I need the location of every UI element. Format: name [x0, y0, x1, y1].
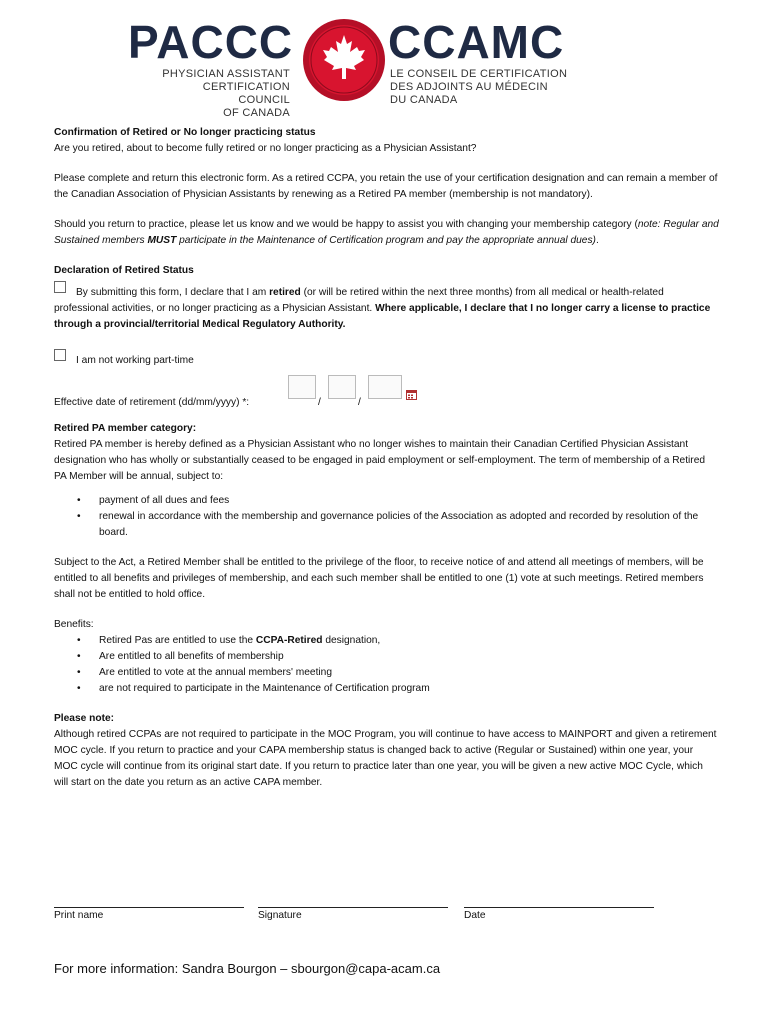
form-content: [54, 125, 719, 791]
category-definition: Retired PA member is hereby defined as a Physician Assistant who no longer wishes to maintain their Canadian Certified Physician Assistant designation who has wholly or substantially ceased to be engaged in paid employment or self-employment. The term of membership of a Retired PA Member will be annual, subject to:: [54, 439, 706, 482]
not-working-part-time-checkbox[interactable]: [54, 349, 66, 361]
ccamc-subtitle-line: LE CONSEIL DE CERTIFICATION: [390, 68, 568, 80]
return-to-practice-paragraph: [54, 217, 719, 249]
list-item: • payment of all dues and fees: [99, 493, 719, 509]
signature-row: [54, 897, 719, 931]
paccc-subtitle-line: OF CANADA: [223, 107, 290, 119]
list-item: • Are entitled to all benefits of membership: [99, 649, 719, 665]
year-input[interactable]: [368, 375, 402, 399]
date-separator: /: [318, 397, 321, 408]
print-name-label: Print name: [54, 910, 104, 921]
list-item: • renewal in accordance with the membership and governance policies of the Association as adopted and recorded by resolution of the board.: [99, 509, 719, 541]
ccamc-logo-text: CCAMC: [388, 16, 565, 68]
declaration-license: Where applicable, I declare that I no longer carry a license to practice through a provincial/territorial Medical Regulatory Authority.: [54, 303, 711, 330]
form-title: Confirmation of Retired or No longer practicing status: [54, 127, 316, 138]
return-text-end: .: [595, 235, 599, 246]
date-label: Date: [464, 910, 486, 921]
maple-leaf-seal-logo: [301, 17, 387, 103]
intro-question: Are you retired, about to become fully retired or no longer practicing as a Physician Assistant?: [54, 143, 477, 154]
signature-label: Signature: [258, 910, 302, 921]
note-emphasis: MUST: [147, 235, 177, 246]
paccc-subtitle-line: CERTIFICATION COUNCIL: [202, 81, 290, 106]
paccc-subtitle-line: PHYSICIAN ASSISTANT: [162, 68, 290, 80]
date-label: Effective date of retirement (dd/mm/yyyy) *:: [54, 397, 250, 408]
declaration-text: By submitting this form, I declare that I am: [76, 287, 270, 298]
date-field[interactable]: [464, 897, 654, 924]
ccamc-subtitle-line: DES ADJOINTS AU MÉDECIN: [390, 81, 548, 93]
note-text: note: Regular and Sustained members: [54, 219, 719, 246]
category-title: Retired PA member category:: [54, 423, 197, 434]
date-separator: /: [358, 397, 361, 408]
list-item: [99, 633, 719, 649]
benefits-title: Benefits:: [54, 619, 94, 630]
intro-paragraph: Please complete and return this electronic form. As a retired CCPA, you retain the use of your certification designation and can remain a member of the Canadian Association of Physician Assistants by renewing as a Retired PA member (membership is not mandatory).: [54, 173, 718, 200]
declaration-paragraph: [54, 285, 719, 333]
benefit-text: Retired Pas are entitled to use the: [99, 635, 256, 646]
declaration-text-cont: (or will be retired within the next three months) from all medical or health-related professional activities, or no longer practicing as a Physician Assistant.: [54, 287, 664, 314]
retired-declaration-checkbox[interactable]: [54, 281, 66, 293]
note-title: Please note:: [54, 713, 115, 724]
member-rights-paragraph: Subject to the Act, a Retired Member shall be entitled to the privilege of the floor, to receive notice of and attend all meetings of members, will be entitled to all benefits and privileges of membership, and each such member shall be entitled to one (1) vote at such meetings. Retired members shall not be entitled to hold office.: [54, 557, 704, 600]
day-input[interactable]: [288, 375, 316, 399]
not-working-row: [54, 353, 719, 369]
ccamc-subtitle: [390, 68, 570, 107]
paccc-logo-text: PACCC: [128, 16, 294, 68]
retirement-date-row: [54, 389, 719, 415]
benefit-text-end: designation,: [322, 635, 381, 646]
benefits-list: [54, 633, 719, 697]
list-item: • Are entitled to vote at the annual members' meeting: [99, 665, 719, 681]
declaration-title: Declaration of Retired Status: [54, 265, 194, 276]
document-header: [0, 0, 770, 120]
note-paragraph: Although retired CCPAs are not required to participate in the MOC Program, you will continue to have access to MAINPORT and given a retirement MOC cycle. If you return to practice and your CAPA membership status is changed back to active (Regular or Sustained) within one year, your MOC cycle will continue from its original start date. If you return to practice later than one year, you will be given a new active MOC Cycle, which will start on the date you return as an active CAPA member.: [54, 729, 717, 788]
list-item: • are not required to participate in the Maintenance of Certification program: [99, 681, 719, 697]
benefit-designation: CCPA-Retired: [255, 635, 323, 646]
signature-field[interactable]: [258, 897, 448, 924]
not-working-label: I am not working part-time: [76, 355, 194, 366]
return-text: Should you return to practice, please let us know and we would be happy to assist you with changing your membership category (: [54, 219, 638, 230]
contact-footer: For more information: Sandra Bourgon – sbourgon@capa-acam.ca: [54, 961, 441, 976]
note-text-end: participate in the Maintenance of Certification program and pay the appropriate annual dues): [176, 235, 596, 246]
category-conditions-list: [54, 493, 719, 541]
ccamc-subtitle-line: DU CANADA: [390, 94, 458, 106]
declaration-retired: retired: [269, 287, 301, 298]
print-name-field[interactable]: [54, 897, 244, 924]
calendar-icon[interactable]: [406, 390, 417, 400]
paccc-subtitle: [160, 68, 290, 120]
month-input[interactable]: [328, 375, 356, 399]
